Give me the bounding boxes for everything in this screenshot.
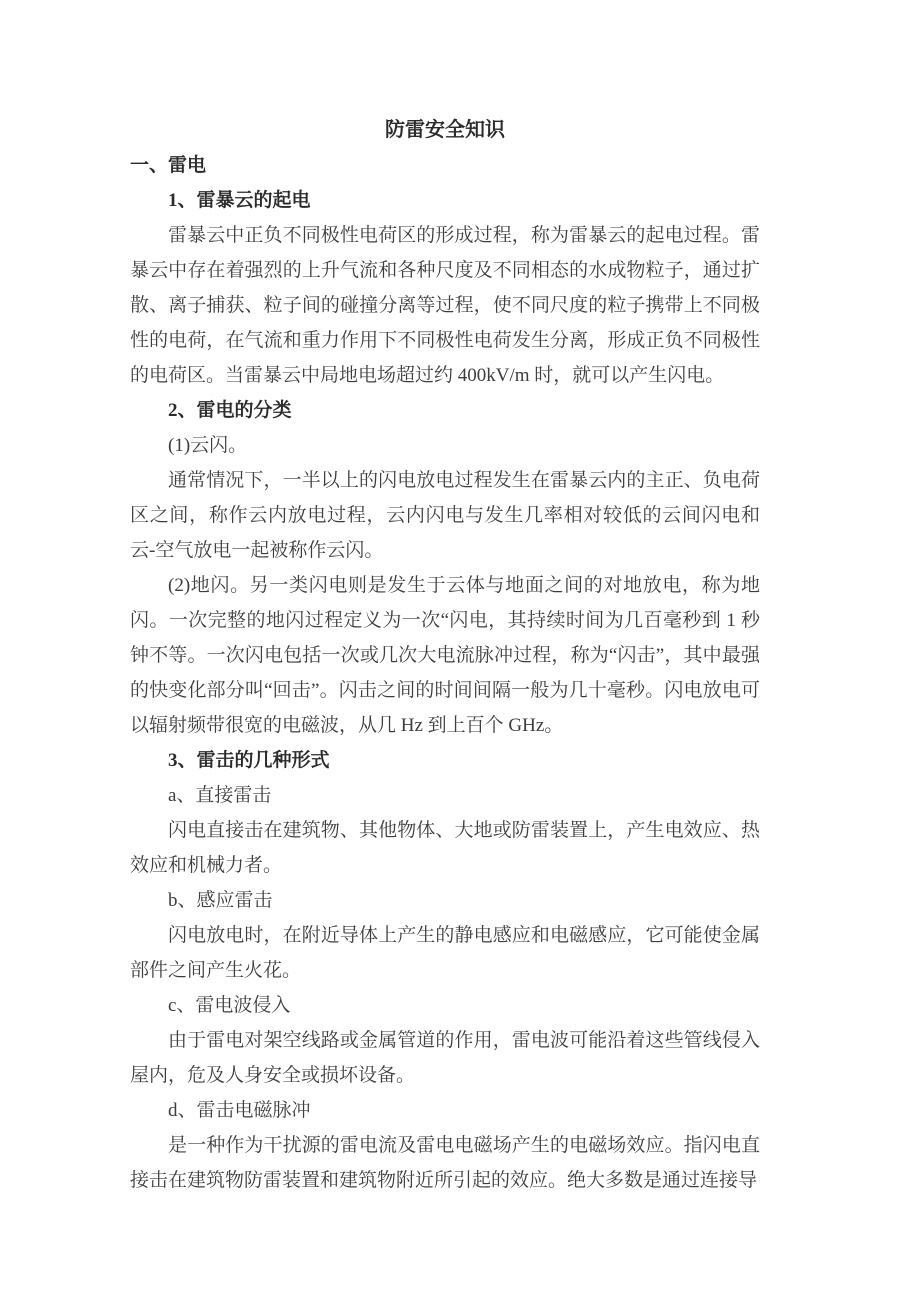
paragraph-electromagnetic-pulse: 是一种作为干扰源的雷电流及雷电电磁场产生的电磁场效应。指闪电直接击在建筑物防雷装置和建筑物附近所引起的效应。绝大多数是通过连接导 (130, 1135, 760, 1191)
paragraph-induced-strike: 闪电放电时，在附近导体上产生的静电感应和电磁感应，它可能使金属部件之间产生火花。 (130, 925, 760, 981)
heading-1-thundercloud-charging: 1、雷暴云的起电 (168, 190, 311, 211)
heading-2-lightning-classification: 2、雷电的分类 (168, 400, 292, 421)
paragraph-thundercloud-charging: 雷暴云中正负不同极性电荷区的形成过程，称为雷暴云的起电过程。雷暴云中存在着强烈的上升气流和各种尺度及不同相态的水成物粒子，通过扩散、离子捕获、粒子间的碰撞分离等过程，使不同尺度的粒子携带上不同极性的电荷，在气流和重力作用下不同极性电荷发生分离，形成正负不同极性的电荷区。当雷暴云中局地电场超过约 400kV/m 时，就可以产生闪电。 (130, 225, 760, 386)
heading-3-strike-forms: 3、雷击的几种形式 (168, 750, 330, 771)
subheading-d-electromagnetic-pulse: d、雷击电磁脉冲 (168, 1100, 311, 1121)
document-title: 防雷安全知识 (385, 119, 505, 141)
paragraph-ground-flash: (2)地闪。另一类闪电则是发生于云体与地面之间的对地放电，称为地闪。一次完整的地闪过程定义为一次“闪电，其持续时间为几百毫秒到 1 秒钟不等。一次闪电包括一次或几次大电流脉冲过程，称为“闪击”，其中最强的快变化部分叫“回击”。闪击之间的时间间隔一般为几十毫秒。闪电放电可以辐射频带很宽的电磁波，从几 Hz 到上百个 GHz。 (130, 575, 760, 736)
subheading-a-direct-strike: a、直接雷击 (168, 785, 272, 806)
subheading-1-cloud-flash: (1)云闪。 (168, 435, 248, 456)
paragraph-wave-intrusion: 由于雷电对架空线路或金属管道的作用，雷电波可能沿着这些管线侵入屋内，危及人身安全或损坏设备。 (130, 1030, 760, 1086)
subheading-b-induced-strike: b、感应雷击 (168, 890, 273, 911)
paragraph-direct-strike: 闪电直接击在建筑物、其他物体、大地或防雷装置上，产生电效应、热效应和机械力者。 (130, 820, 760, 876)
heading-section-1-lightning: 一、雷电 (130, 155, 207, 176)
subheading-c-wave-intrusion: c、雷电波侵入 (168, 995, 291, 1016)
paragraph-cloud-flash: 通常情况下，一半以上的闪电放电过程发生在雷暴云内的主正、负电荷区之间，称作云内放电过程，云内闪电与发生几率相对较低的云间闪电和云-空气放电一起被称作云闪。 (130, 470, 760, 561)
